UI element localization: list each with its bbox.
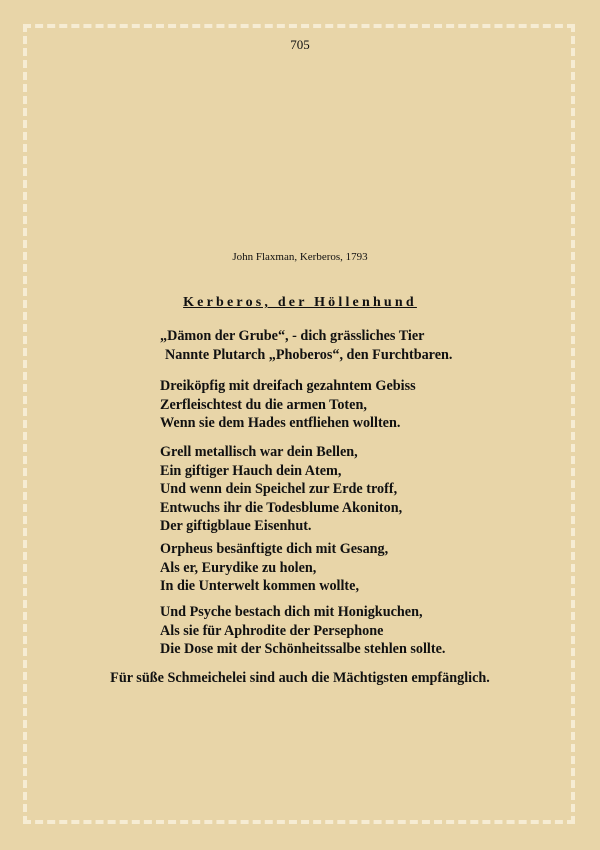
poem-line: Ein giftiger Hauch dein Atem,: [160, 462, 342, 479]
image-caption: John Flaxman, Kerberos, 1793: [232, 251, 368, 263]
poem-title: Kerberos, der Höllenhund: [183, 295, 417, 310]
stanza: [160, 377, 560, 433]
poem-line: Und wenn dein Speichel zur Erde troff,: [160, 481, 398, 497]
stanza: [160, 603, 560, 659]
poem-line: Dreiköpfig mit dreifach gezahntem Gebiss: [160, 378, 416, 394]
poem-line: Nannte Plutarch „Phoberos“, den Furchtbaren.: [165, 346, 453, 363]
poem-line: Die Dose mit der Schönheitssalbe stehlen sollte.: [160, 641, 446, 657]
poem-line: Der giftigblaue Eisenhut.: [160, 518, 312, 534]
poem-line: Entwuchs ihr die Todesblume Akoniton,: [160, 499, 403, 516]
poem-line: Orpheus besänftigte dich mit Gesang,: [160, 541, 389, 557]
page-number: 705: [290, 37, 310, 52]
poem-line: Zerfleischtest du die armen Toten,: [160, 396, 367, 413]
poem-line: Und Psyche bestach dich mit Honigkuchen,: [160, 604, 423, 620]
poem-line: In die Unterwelt kommen wollte,: [160, 578, 359, 594]
poem-line: Als er, Eurydike zu holen,: [160, 559, 317, 576]
closing-line: Für süße Schmeichelei sind auch die Mächtigsten empfänglich.: [110, 670, 490, 686]
poem-line: Grell metallisch war dein Bellen,: [160, 444, 358, 460]
poem-line: „Dämon der Grube“, - dich grässliches Tier: [160, 328, 425, 344]
stanza: [160, 327, 560, 364]
poem-line: Als sie für Aphrodite der Persephone: [160, 622, 384, 639]
poem-line: Wenn sie dem Hades entfliehen wollten.: [160, 415, 401, 431]
stanza: [160, 540, 560, 596]
stanza: [160, 443, 560, 536]
